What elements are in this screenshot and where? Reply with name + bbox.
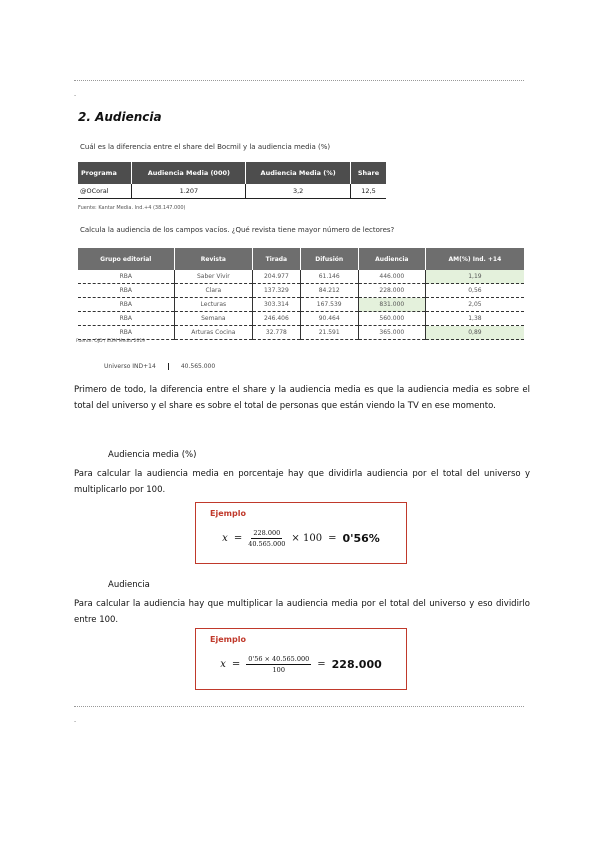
formula-equals: = [231, 659, 241, 670]
example-label: Ejemplo [210, 509, 246, 518]
share-table-header: Audiencia Media (000) [132, 162, 246, 184]
formula-variable: x [222, 533, 228, 544]
table-cell: @OCoral [78, 184, 132, 199]
table-cell: 560.000 [358, 312, 425, 326]
paragraph-share-difference: Primero de todo, la diferencia entre el share y la audiencia media es que la audiencia media es sobre el total del universo y el share es sobre el total de personas que están viendo la TV en ese momento. [74, 385, 530, 411]
formula-fraction [246, 655, 311, 674]
bottom-tick-mark: - [74, 718, 77, 725]
formula-times: × 100 [291, 533, 323, 544]
table-cell: Semana [174, 312, 253, 326]
table-cell: 167.539 [300, 298, 358, 312]
table-cell: RBA [78, 298, 174, 312]
formula-fraction [248, 529, 285, 548]
magazines-table-header: Audiencia [358, 248, 425, 270]
formula-result: 0'56% [342, 532, 380, 545]
fraction-numerator: 0'56 × 40.565.000 [248, 655, 310, 663]
magazines-table-header: Revista [174, 248, 253, 270]
magazines-table-header: Grupo editorial [78, 248, 174, 270]
share-table [78, 162, 386, 199]
table-cell: Lecturas [174, 298, 253, 312]
table-cell: 446.000 [358, 270, 425, 284]
bottom-dotted-divider [74, 706, 524, 707]
table-row [78, 184, 386, 199]
fraction-denominator: 100 [272, 666, 285, 674]
table-cell: 21.591 [300, 326, 358, 340]
table-cell: RBA [78, 326, 174, 340]
universe-row [92, 363, 227, 370]
question-1: Cuál es la diferencia entre el share del Bocmil y la audiencia media (%) [80, 143, 331, 151]
table2-source: Fuente: OJD / EGM Media 2019 [76, 339, 146, 344]
share-table-header: Programa [78, 162, 132, 184]
table-cell: 228.000 [358, 284, 425, 298]
table-cell: 3,2 [246, 184, 351, 199]
paragraph-audiencia-media: Para calcular la audiencia media en porcentaje hay que dividirla audiencia por el total del universo y multiplicarlo por 100. [74, 469, 530, 495]
paragraph-audiencia: Para calcular la audiencia hay que multiplicar la audiencia media por el total del universo y eso dividirlo entre 100. [74, 599, 530, 625]
table-cell: 1,19 [425, 270, 524, 284]
fraction-denominator: 40.565.000 [248, 540, 286, 548]
formula-result: 228.000 [331, 658, 382, 671]
magazines-table-header: AM(%) Ind. +14 [425, 248, 524, 270]
formula-variable: x [220, 659, 226, 670]
table-cell: 0,56 [425, 284, 524, 298]
table-cell: 32.778 [253, 326, 300, 340]
table-cell: 246.406 [253, 312, 300, 326]
table-cell: 1.207 [132, 184, 246, 199]
table-cell: 12,5 [351, 184, 386, 199]
table-cell: 365.000 [358, 326, 425, 340]
formula-1 [196, 529, 406, 548]
universe-value: 40.565.000 [180, 363, 216, 370]
table-cell: 2,05 [425, 298, 524, 312]
subheading-audiencia: Audiencia [108, 580, 150, 590]
table-cell: Saber Vivir [174, 270, 253, 284]
magazines-table [78, 248, 524, 340]
table1-source: Fuente: Kantar Media. Ind.+4 (38.147.000) [78, 205, 186, 211]
table-cell: Arturas Cocina [174, 326, 253, 340]
table-cell: RBA [78, 270, 174, 284]
table-cell: 61.146 [300, 270, 358, 284]
magazines-table-header: Difusión [300, 248, 358, 270]
table-cell: 831.000 [358, 298, 425, 312]
table-row [78, 326, 524, 340]
top-tick-mark: - [74, 92, 77, 99]
top-dotted-divider [74, 80, 524, 81]
table-cell: 1,38 [425, 312, 524, 326]
table-cell: RBA [78, 312, 174, 326]
question-2: Calcula la audiencia de los campos vacíos. ¿Qué revista tiene mayor número de lectores? [80, 226, 395, 234]
subheading-audiencia-media: Audiencia media (%) [108, 450, 197, 460]
example-box-2 [195, 628, 407, 690]
table-row [78, 270, 524, 284]
formula-equals: = [233, 533, 243, 544]
table-cell: Clara [174, 284, 253, 298]
formula-2 [196, 655, 406, 674]
table-cell: RBA [78, 284, 174, 298]
table-cell: 137.329 [253, 284, 300, 298]
table-cell: 0,89 [425, 326, 524, 340]
table-cell: 84.212 [300, 284, 358, 298]
magazines-table-header: Tirada [253, 248, 300, 270]
share-table-header: Share [351, 162, 386, 184]
share-table-header: Audiencia Media (%) [246, 162, 351, 184]
fraction-numerator: 228.000 [253, 529, 281, 537]
formula-equals: = [328, 533, 337, 544]
table-row [78, 284, 524, 298]
example-label: Ejemplo [210, 635, 246, 644]
table-row [78, 312, 524, 326]
formula-equals: = [317, 659, 326, 670]
universe-label: Universo IND+14 [92, 363, 169, 370]
section-title: 2. Audiencia [78, 110, 162, 124]
table-cell: 204.977 [253, 270, 300, 284]
example-box-1 [195, 502, 407, 564]
table-cell: 303.314 [253, 298, 300, 312]
table-row [78, 298, 524, 312]
table-cell: 90.464 [300, 312, 358, 326]
